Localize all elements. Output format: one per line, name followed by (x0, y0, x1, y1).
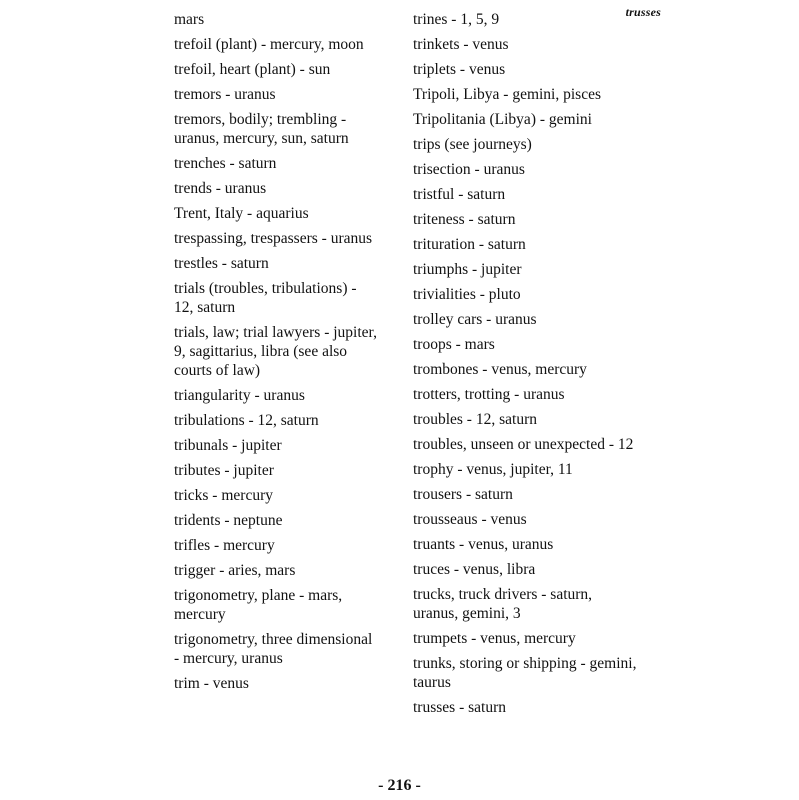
index-entry: troubles - 12, saturn (413, 411, 537, 428)
index-entry: trotters, trotting - uranus (413, 386, 565, 403)
index-entry: trisection - uranus (413, 161, 525, 178)
index-entry: trespassing, trespassers - uranus (174, 230, 373, 247)
index-entry: trends - uranus (174, 180, 267, 197)
page-number: - 216 - (378, 777, 421, 794)
index-entry: trigonometry, three dimensional - mercury, uranus (174, 631, 373, 667)
index-entry: troops - mars (413, 336, 495, 353)
index-entry: trolley cars - uranus (413, 311, 537, 328)
index-entry: trusses - saturn (413, 699, 506, 716)
index-entry: tristful - saturn (413, 186, 506, 203)
index-entry: trinkets - venus (413, 36, 509, 53)
index-entry: troubles, unseen or unexpected - 12 (413, 436, 634, 453)
index-entry: truces - venus, libra (413, 561, 536, 578)
index-entry: trestles - saturn (174, 255, 269, 272)
index-entry: trenches - saturn (174, 155, 277, 172)
index-entry: mars (174, 11, 205, 28)
index-entry: tribulations - 12, saturn (174, 412, 319, 429)
index-entry: tricks - mercury (174, 487, 273, 504)
left-column (174, 10, 379, 699)
index-entry: triumphs - jupiter (413, 261, 522, 278)
index-entry: trines - 1, 5, 9 (413, 11, 500, 28)
index-entry: tremors - uranus (174, 86, 276, 103)
index-entry: trefoil, heart (plant) - sun (174, 61, 331, 78)
index-entry: trousseaus - venus (413, 511, 527, 528)
index-entry: trousers - saturn (413, 486, 513, 503)
index-entry: trips (see journeys) (413, 136, 532, 153)
right-column (413, 10, 638, 723)
index-entry: trophy - venus, jupiter, 11 (413, 461, 573, 478)
index-entry: trivialities - pluto (413, 286, 521, 303)
index-entry: trucks, truck drivers - saturn, uranus, gemini, 3 (413, 586, 593, 622)
index-entry: triangularity - uranus (174, 387, 305, 404)
index-entry: tridents - neptune (174, 512, 283, 529)
index-entry: trefoil (plant) - mercury, moon (174, 36, 364, 53)
index-entry: trombones - venus, mercury (413, 361, 587, 378)
running-head: trusses (625, 5, 661, 19)
index-entry: triplets - venus (413, 61, 506, 78)
index-entry: trials (troubles, tribulations) - 12, saturn (174, 280, 357, 316)
index-entry: trim - venus (174, 675, 249, 692)
index-entry: tremors, bodily; trembling - uranus, mercury, sun, saturn (174, 111, 349, 147)
index-entry: tribunals - jupiter (174, 437, 282, 454)
index-entry: triteness - saturn (413, 211, 516, 228)
index-entry: trunks, storing or shipping - gemini, taurus (413, 655, 637, 691)
index-entry: Tripolitania (Libya) - gemini (413, 111, 592, 128)
index-entry: truants - venus, uranus (413, 536, 554, 553)
index-entry: trials, law; trial lawyers - jupiter, 9, sagittarius, libra (see also courts of law) (174, 324, 377, 379)
index-entry: trigonometry, plane - mars, mercury (174, 587, 343, 623)
index-entry: trifles - mercury (174, 537, 275, 554)
index-entry: trigger - aries, mars (174, 562, 296, 579)
index-entry: tributes - jupiter (174, 462, 274, 479)
index-entry: trituration - saturn (413, 236, 526, 253)
index-entry: Tripoli, Libya - gemini, pisces (413, 86, 601, 103)
index-entry: Trent, Italy - aquarius (174, 205, 309, 222)
index-entry: trumpets - venus, mercury (413, 630, 576, 647)
